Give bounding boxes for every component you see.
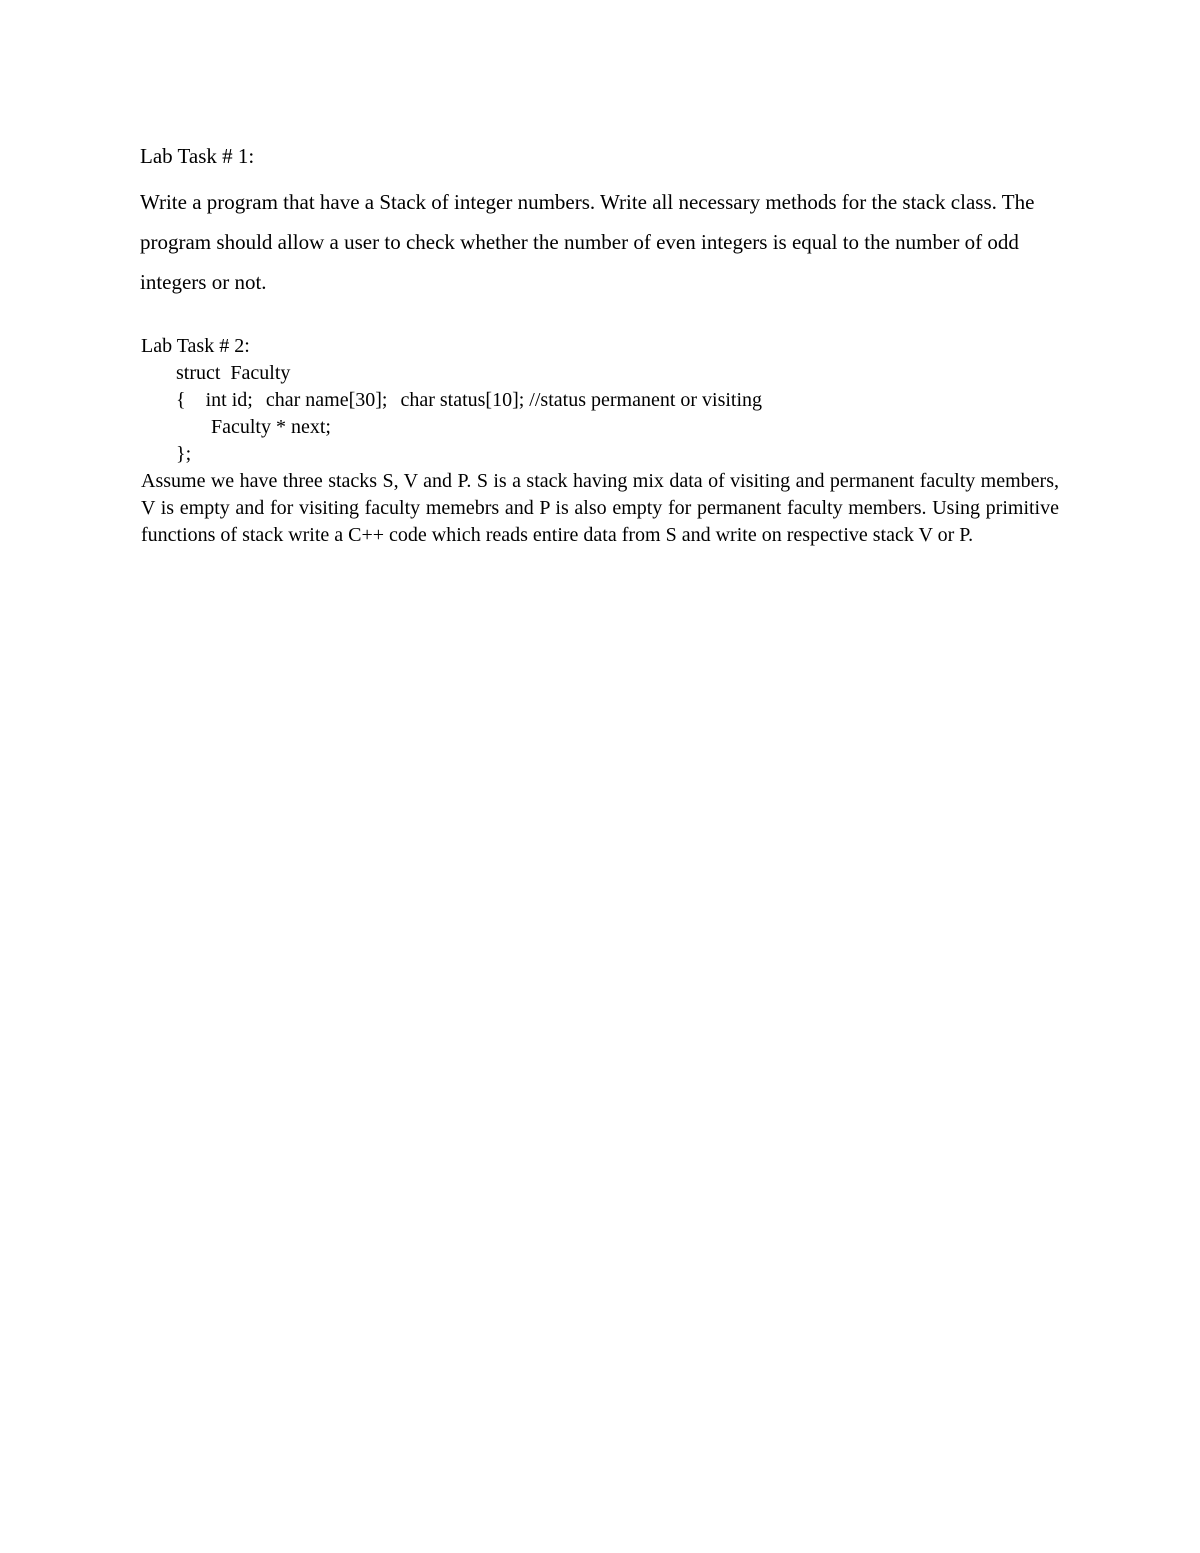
lab-task-2 (141, 333, 1059, 549)
struct-code-block (141, 360, 1059, 468)
code-open-brace: { (176, 389, 186, 411)
lab-task-2-description: Assume we have three stacks S, V and P. S is a stack having mix data of visiting and permanent faculty members, V is empty and for visiting faculty memebrs and P is also empty for permanent faculty members. Using primitive functions of stack write a C++ code which reads entire data from S and write on respective stack V or P. (141, 470, 1059, 546)
code-line-fields (141, 387, 1059, 414)
lab-task-1-heading: Lab Task # 1: (140, 144, 255, 168)
lab-task-1 (140, 142, 1060, 302)
lab-task-1-description: Write a program that have a Stack of integer numbers. Write all necessary methods for the stack class. The program should allow a user to check whether the number of even integers is equal to the number of odd integers or not. (140, 190, 1035, 294)
lab-task-2-heading: Lab Task # 2: (141, 335, 250, 357)
code-line-struct: struct Faculty (176, 362, 291, 384)
code-field-name: char name[30]; (265, 389, 388, 411)
code-line-close: }; (176, 443, 192, 465)
code-field-status: char status[10]; //status permanent or visiting (400, 389, 763, 411)
code-line-next: Faculty * next; (211, 416, 331, 438)
code-field-id: int id; (205, 389, 253, 411)
